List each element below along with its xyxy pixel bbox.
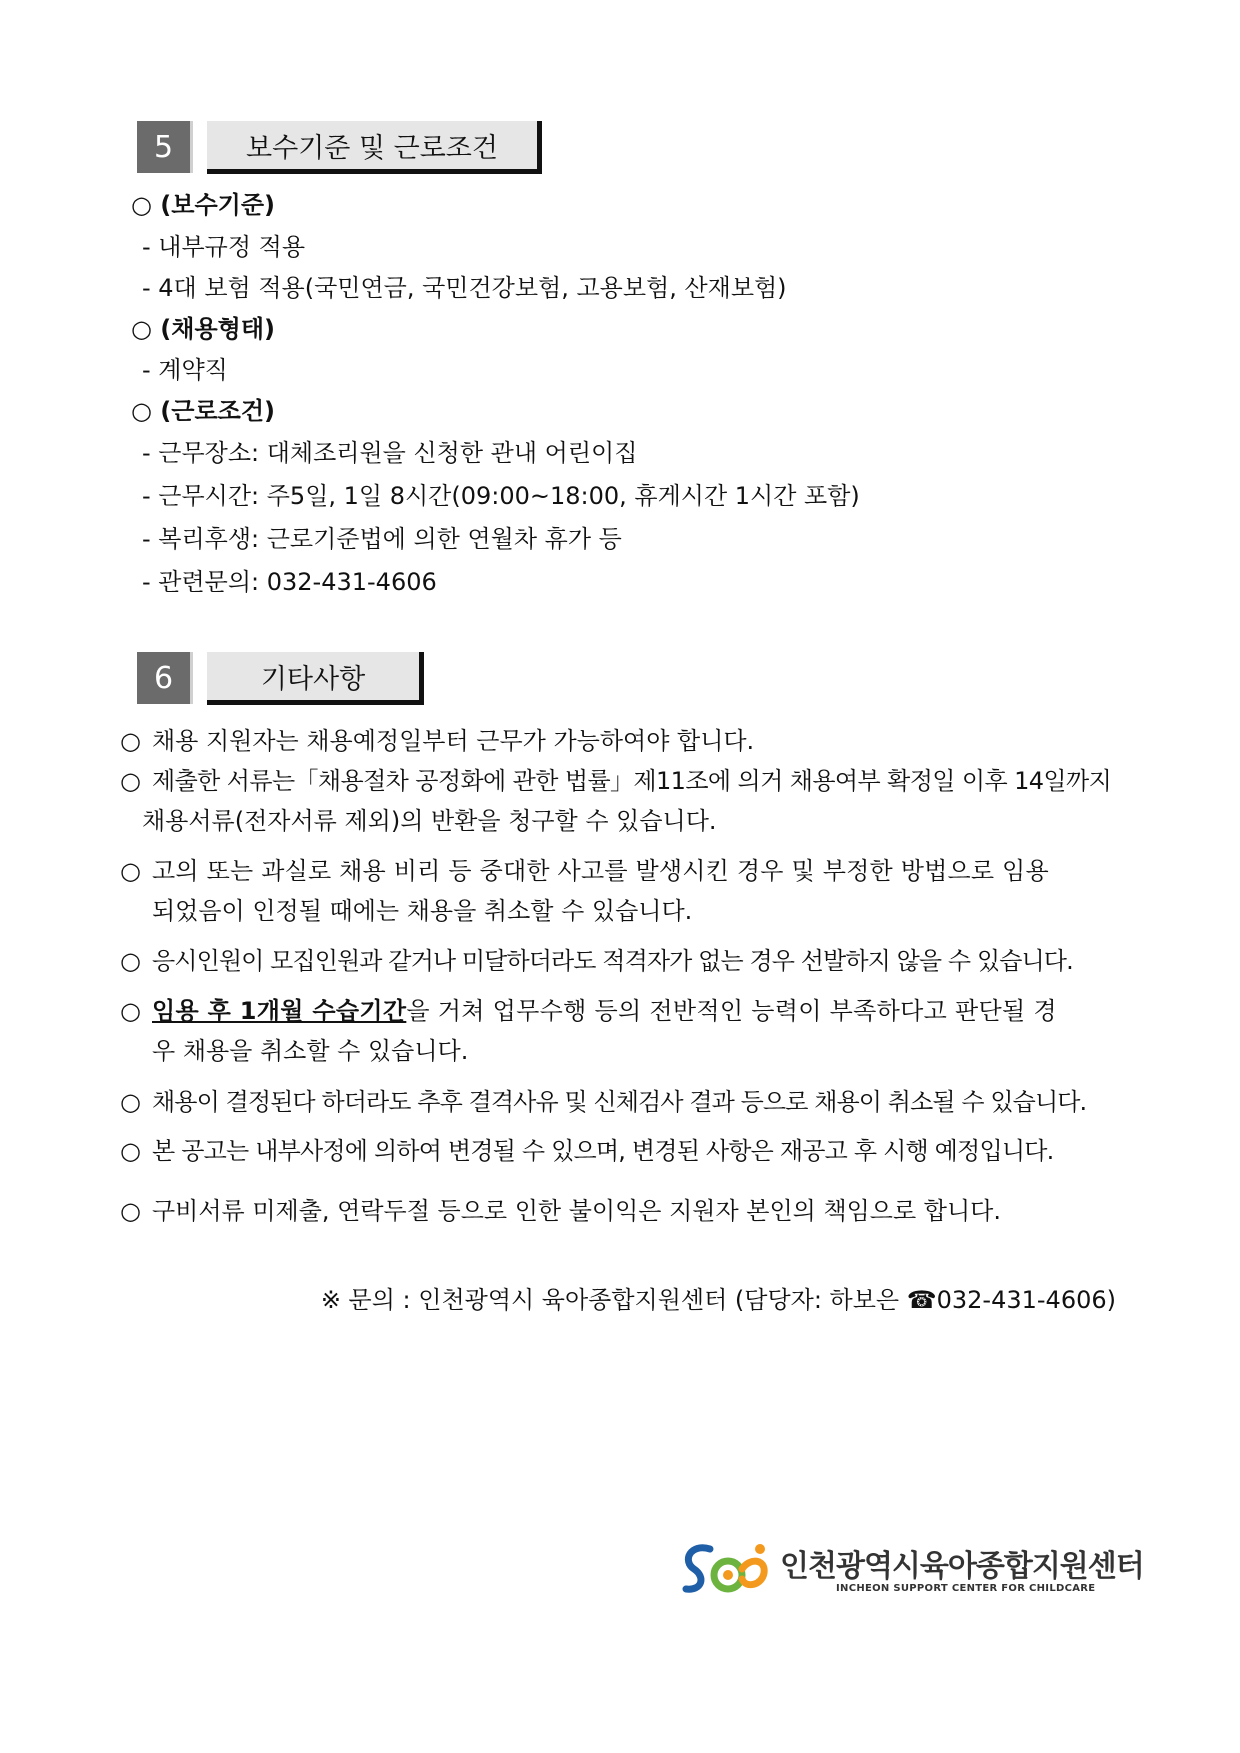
notice-item-8: ○ 구비서류 미제출, 연락두절 등으로 인한 불이익은 지원자 본인의 책임으로 합니다. xyxy=(120,1191,1120,1231)
notice-item-5: ○ 임용 후 1개월 수습기간을 거쳐 업무수행 등의 전반적인 능력이 부족하다고 판단될 경 우 채용을 취소할 수 있습니다. xyxy=(120,991,1120,1071)
section-6-header xyxy=(137,652,427,708)
heading-employment-type: ○ (채용형태) xyxy=(131,315,275,343)
notice-item-2: ○ 제출한 서류는「채용절차 공정화에 관한 법률」제11조에 의거 채용여부 확정일 이후 14일까지 채용서류(전자서류 제외)의 반환을 청구할 수 있습니다. xyxy=(120,761,1120,841)
logo-name-en: INCHEON SUPPORT CENTER FOR CHILDCARE xyxy=(836,1583,1096,1594)
section-6-number: 6 xyxy=(137,652,193,704)
section-5-number: 5 xyxy=(137,121,193,173)
heading-work-conditions: ○ (근로조건) xyxy=(131,397,275,425)
notice-item-4: ○ 응시인원이 모집인원과 같거나 미달하더라도 적격자가 없는 경우 선발하지 않을 수 있습니다. xyxy=(120,941,1120,981)
pay-item-1: - 내부규정 적용 xyxy=(142,233,306,261)
bullet-circle: ○ xyxy=(120,1137,141,1165)
work-item-3: - 복리후생: 근로기준법에 의한 연월차 휴가 등 xyxy=(142,525,622,553)
bullet-circle: ○ xyxy=(120,997,141,1025)
contact-info: ※ 문의 : 인천광역시 육아종합지원센터 (담당자: 하보은 ☎032-431-4606) xyxy=(320,1286,1116,1314)
bullet-circle: ○ xyxy=(120,727,141,755)
logo-mark-icon xyxy=(680,1539,775,1599)
work-item-1: - 근무장소: 대체조리원을 신청한 관내 어린이집 xyxy=(142,439,638,467)
bullet-circle: ○ xyxy=(120,767,141,795)
notice-item-7: ○ 본 공고는 내부사정에 의하여 변경될 수 있으며, 변경된 사항은 재공고 후 시행 예정입니다. xyxy=(120,1131,1120,1171)
bullet-circle: ○ xyxy=(120,1197,141,1225)
work-item-2: - 근무시간: 주5일, 1일 8시간(09:00~18:00, 휴게시간 1시간 포함) xyxy=(142,482,860,510)
section-6-title: 기타사항 xyxy=(207,652,424,705)
bullet-circle: ○ xyxy=(120,857,141,885)
heading-pay-standard: ○ (보수기준) xyxy=(131,191,275,219)
center-logo xyxy=(680,1535,1144,1615)
bullet-circle: ○ xyxy=(120,1088,141,1116)
bullet-circle: ○ xyxy=(120,947,141,975)
work-item-4: - 관련문의: 032-431-4606 xyxy=(142,568,437,596)
notice-item-6: ○ 채용이 결정된다 하더라도 추후 결격사유 및 신체검사 결과 등으로 채용이 취소될 수 있습니다. xyxy=(120,1082,1120,1122)
notice-item-3: ○ 고의 또는 과실로 채용 비리 등 중대한 사고를 발생시킨 경우 및 부정한 방법으로 임용 되었음이 인정될 때에는 채용을 취소할 수 있습니다. xyxy=(120,851,1120,931)
notice-item-1: ○ 채용 지원자는 채용예정일부터 근무가 가능하여야 합니다. xyxy=(120,721,1120,761)
section-5-header xyxy=(137,121,547,177)
employment-item-1: - 계약직 xyxy=(142,356,228,384)
pay-item-2: - 4대 보험 적용(국민연금, 국민건강보험, 고용보험, 산재보험) xyxy=(142,274,787,302)
logo-name-ko: 인천광역시육아종합지원센터 xyxy=(780,1549,1144,1584)
section-5-title: 보수기준 및 근로조건 xyxy=(207,121,542,174)
probation-emphasis: 임용 후 1개월 수습기간 xyxy=(152,997,407,1025)
